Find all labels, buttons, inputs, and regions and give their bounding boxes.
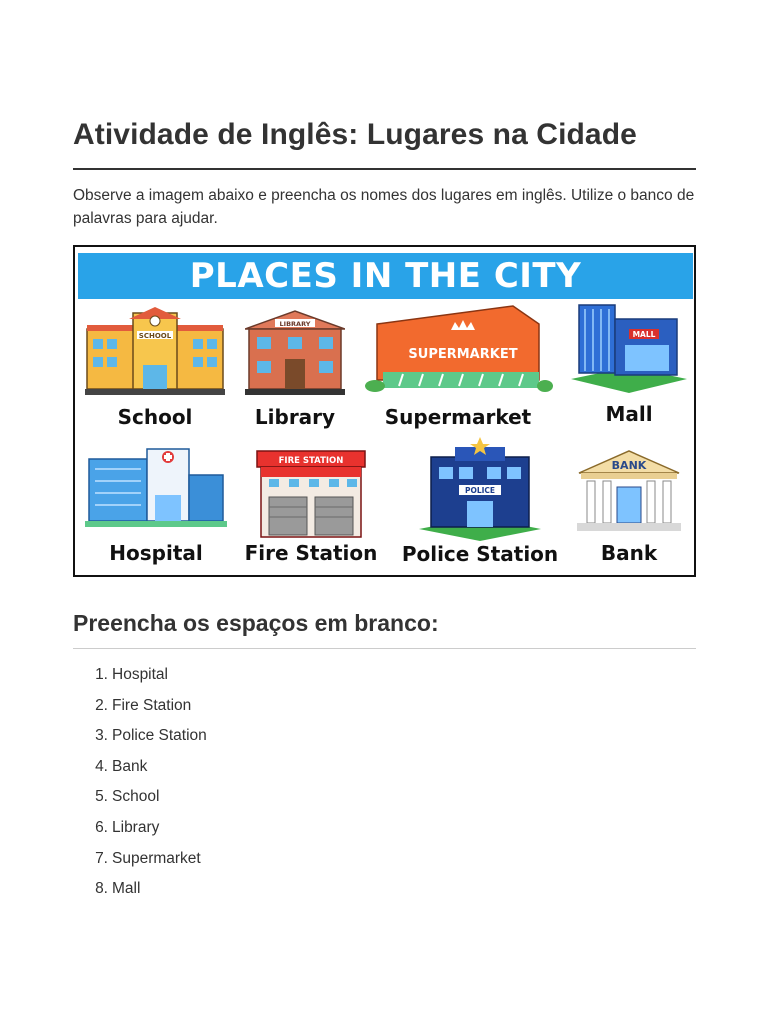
list-item-text: Bank [112, 757, 148, 775]
list-item [73, 691, 473, 722]
list-item [73, 813, 473, 844]
places-in-the-city-illustration [73, 245, 696, 577]
list-item-text: Mall [112, 880, 141, 898]
place-label-bank: Bank [600, 541, 658, 565]
fire-station-sign: FIRE STATION [278, 456, 344, 466]
list-item-number: 4. [95, 757, 108, 775]
supermarket-building-icon [363, 302, 553, 397]
list-item [73, 660, 473, 691]
illustration-banner [78, 253, 693, 299]
list-item-text: Police Station [112, 727, 207, 745]
section-title: Preencha os espaços em branco: [73, 610, 439, 636]
supermarket-sign: SUPERMARKET [408, 347, 518, 362]
list-item-number: 2. [95, 696, 108, 714]
page-title: Atividade de Inglês: Lugares na Cidade [73, 118, 637, 151]
place-tile-bank [569, 445, 689, 573]
list-item [73, 782, 473, 813]
list-item-number: 5. [95, 788, 108, 806]
place-tile-library [245, 307, 345, 427]
list-item-text: Fire Station [112, 696, 192, 714]
list-item-number: 3. [95, 727, 108, 745]
place-tile-hospital [85, 445, 227, 573]
bank-sign: BANK [611, 459, 647, 472]
list-item-number: 6. [95, 818, 108, 836]
title-divider [73, 168, 696, 170]
school-building-icon [85, 307, 225, 397]
list-item-text: Library [112, 818, 160, 836]
list-item-text: Hospital [112, 666, 168, 683]
list-item-number: 1. [95, 666, 108, 683]
banner-title: PLACES IN THE CITY [189, 256, 582, 296]
list-item-text: School [112, 788, 160, 806]
place-tile-school [85, 307, 225, 427]
list-item-text: Supermarket [112, 849, 201, 867]
list-item-number: 8. [95, 880, 108, 898]
place-tile-mall [569, 299, 689, 427]
list-item [73, 752, 473, 783]
place-label-police-station: Police Station [401, 542, 559, 566]
place-label-school: School [117, 405, 193, 429]
bank-building-icon [569, 445, 689, 537]
instructions-text: Observe a imagem abaixo e preencha os nomes dos lugares em inglês. Utilize o banco de palavras para ajudar. [73, 187, 695, 227]
police-sign: POLICE [464, 486, 496, 495]
answer-list [73, 660, 473, 905]
list-item-number: 7. [95, 849, 108, 867]
library-building-icon [245, 307, 345, 397]
mall-building-icon [569, 299, 689, 394]
mall-sign: MALL [632, 330, 656, 339]
library-sign: LIBRARY [279, 320, 311, 328]
section-divider [73, 648, 696, 649]
place-label-hospital: Hospital [109, 541, 203, 565]
police-station-building-icon [415, 437, 545, 541]
place-tile-police-station [401, 437, 559, 573]
place-label-library: Library [254, 405, 336, 429]
place-label-mall: Mall [605, 402, 653, 426]
list-item [73, 721, 473, 752]
list-item [73, 874, 473, 905]
place-label-fire-station: Fire Station [244, 541, 378, 565]
place-tile-supermarket [363, 302, 553, 427]
hospital-building-icon [85, 445, 227, 529]
place-tile-fire-station [244, 447, 378, 573]
place-label-supermarket: Supermarket [384, 405, 532, 429]
list-item [73, 844, 473, 875]
fire-station-building-icon [255, 447, 367, 541]
school-sign: SCHOOL [138, 332, 172, 340]
